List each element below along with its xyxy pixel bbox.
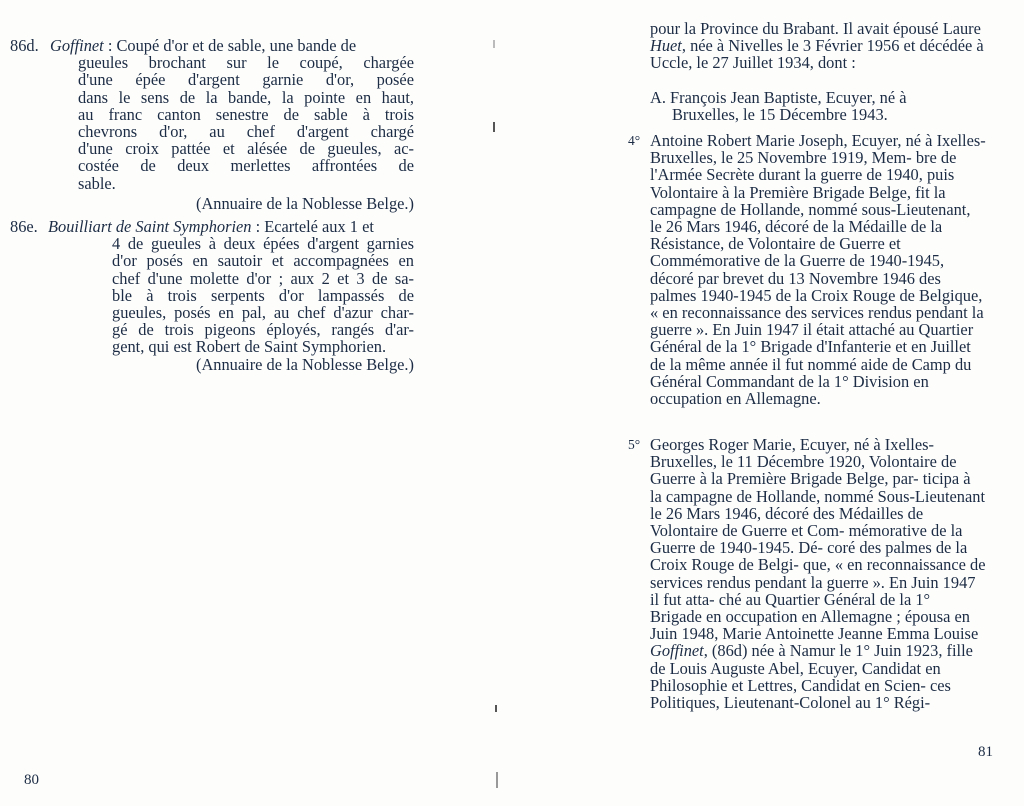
page-number-right: 81 — [978, 744, 993, 760]
text-line: fille de Louis Auguste Abel, Ecuyer, Candidat — [650, 641, 973, 678]
entry-line: d'une épée d'argent garnie d'or, posée — [78, 70, 414, 90]
entry-line: gueules, posés en pal, au chef d'azur char- — [112, 303, 414, 323]
text-line: Antoine Robert Marie Joseph, Ecuyer, né à — [650, 131, 933, 150]
text-line: en Allemagne. — [726, 389, 821, 409]
text-line: Georges Roger Marie, Ecuyer, né à Ixelles- — [650, 435, 934, 454]
entry-name: Bouilliart de Saint Symphorien — [48, 217, 252, 236]
entry-source: (Annuaire de la Noblesse Belge.) — [195, 193, 414, 213]
entry-line: Goffinet : Coupé d'or et de sable, une bande de — [50, 36, 357, 55]
text-line: Commandant de la 1° Division en occupation — [650, 371, 929, 409]
text-line: rendus pendant la guerre ». En Juin 1947 il — [650, 303, 984, 340]
text-line: de Belgique, « en reconnaissance des services — [650, 285, 983, 323]
gutter-mark — [493, 40, 495, 48]
text-line: bre de l'Armée Secrète durant la guerre de — [650, 148, 957, 185]
item-number: 5° — [628, 437, 641, 452]
text-line: A. François Jean Baptiste, Ecuyer, né à — [650, 88, 907, 107]
entry-line: dans le sens de la bande, la pointe en haut, — [78, 87, 414, 107]
text-line: que, « en reconnaissance de services rendus — [650, 555, 986, 592]
child-item-4 — [628, 131, 986, 409]
text-line: 1940-1945, décoré par brevet du 13 Novembre — [650, 251, 945, 288]
entry-name: Goffinet — [50, 36, 104, 55]
text-line: coré des palmes de la Croix Rouge de Belgi- — [650, 538, 968, 575]
text-line: de Guerre à la Première Brigade Belge, par- — [650, 452, 957, 489]
text-line: Bruxelles, le 11 Décembre 1920, Volontaire — [650, 452, 937, 472]
text-line: pendant la guerre ». En Juin 1947 il fut atta- — [650, 572, 976, 609]
gutter-mark — [496, 772, 498, 788]
entry-line: ble à trois serpents d'or lampassés de — [112, 285, 414, 305]
text-line: Sous-Lieutenant le 26 Mars 1946, décoré des — [650, 486, 986, 523]
text-line: Goffinet, (86d) née à Namur le 1° Juin 1923, — [650, 641, 943, 661]
text-line: en Philosophie et Lettres, Candidat en Scien- — [650, 658, 941, 695]
text-line: Belge, fit la campagne de Hollande, nommé — [650, 182, 946, 219]
entry-body — [50, 36, 414, 213]
entry-line: d'une croix pattée et alésée de gueules, ac- — [78, 139, 414, 159]
entry-line: 4 de gueules à deux épées d'argent garnies — [112, 234, 414, 254]
text-line: Brigade d'Infanterie et en Juillet de la même — [650, 337, 971, 374]
text-line: ché au Quartier Général de la 1° Brigade en — [650, 589, 931, 627]
child-item-5 — [628, 435, 986, 713]
text-line: occupation en Allemagne ; épousa en Juin — [650, 607, 970, 644]
child-item-a — [650, 89, 986, 123]
text-line: année il fut nommé aide de Camp du Général — [650, 354, 972, 391]
text-line: Guerre et Commémorative de la Guerre de — [650, 234, 901, 271]
text-line: et décédée à Uccle, le 27 Juillet 1934, — [650, 36, 984, 73]
text-line: la Médaille de la Résistance, de Volontaire de — [650, 217, 943, 254]
entry-label: 86e. — [10, 217, 38, 236]
text-line: 1946 des palmes 1940-1945 de la Croix Rouge — [650, 268, 941, 305]
entry-line: au franc canton senestre de sable à trois — [78, 104, 414, 124]
continuation-text — [650, 20, 986, 72]
gutter-mark — [493, 122, 495, 132]
item-number: 4° — [628, 133, 641, 148]
entry-line: Bouilliart de Saint Symphorien : Ecartelé aux 1 et — [48, 217, 374, 236]
text-line: dont : — [817, 53, 856, 73]
entry-line: gent, qui est Robert de Saint Symphorien. — [112, 337, 387, 357]
entry-label: 86d. — [10, 36, 39, 55]
text-line: Ixelles-Bruxelles, le 25 Novembre 1919, Mem- — [650, 131, 986, 168]
entry-line: sable. — [78, 173, 116, 193]
entry-line: gé de trois pigeons éployés, rangés d'ar- — [112, 320, 414, 340]
entry-line: gueules brochant sur le coupé, chargée — [78, 53, 414, 73]
gutter-mark — [495, 705, 497, 712]
text-line: 1948, Marie Antoinette Jeanne Emma Louise — [681, 624, 979, 644]
entry-86e — [10, 218, 414, 373]
text-line: Médailles de Volontaire de Guerre et Com- — [650, 503, 924, 541]
entry-line: chevrons d'or, au chef d'argent chargé — [78, 122, 414, 142]
entry-86d — [10, 37, 414, 212]
text-line: 1940, puis Volontaire à la Première Brigade — [650, 165, 955, 202]
entry-body — [48, 217, 414, 374]
entry-source: (Annuaire de la Noblesse Belge.) — [195, 354, 414, 374]
text-line: Bruxelles, le 15 Décembre 1943. — [672, 105, 888, 125]
text-line: pour la Province du Brabant. Il avait épousé — [650, 19, 939, 38]
text-line: ces Politiques, Lieutenant-Colonel au 1° Régi- — [650, 675, 951, 713]
text-line: ticipa à la campagne de Hollande, nommé — [650, 469, 971, 506]
text-line: Laure Huet, née à Nivelles le 3 Février 1956 — [650, 19, 981, 56]
page-number-left: 80 — [24, 772, 39, 788]
text-line: sous-Lieutenant, le 26 Mars 1946, décoré de — [650, 199, 971, 237]
text-line: était attaché au Quartier Général de la 1° — [650, 320, 974, 357]
entry-line: costée de deux merlettes affrontées de — [78, 156, 414, 176]
text-line: mémorative de la Guerre de 1940-1945. Dé- — [650, 521, 963, 558]
entry-line: d'or posés en sautoir et accompagnées en — [112, 251, 414, 271]
entry-line: chef d'une molette d'or ; aux 2 et 3 de sa- — [112, 268, 414, 288]
